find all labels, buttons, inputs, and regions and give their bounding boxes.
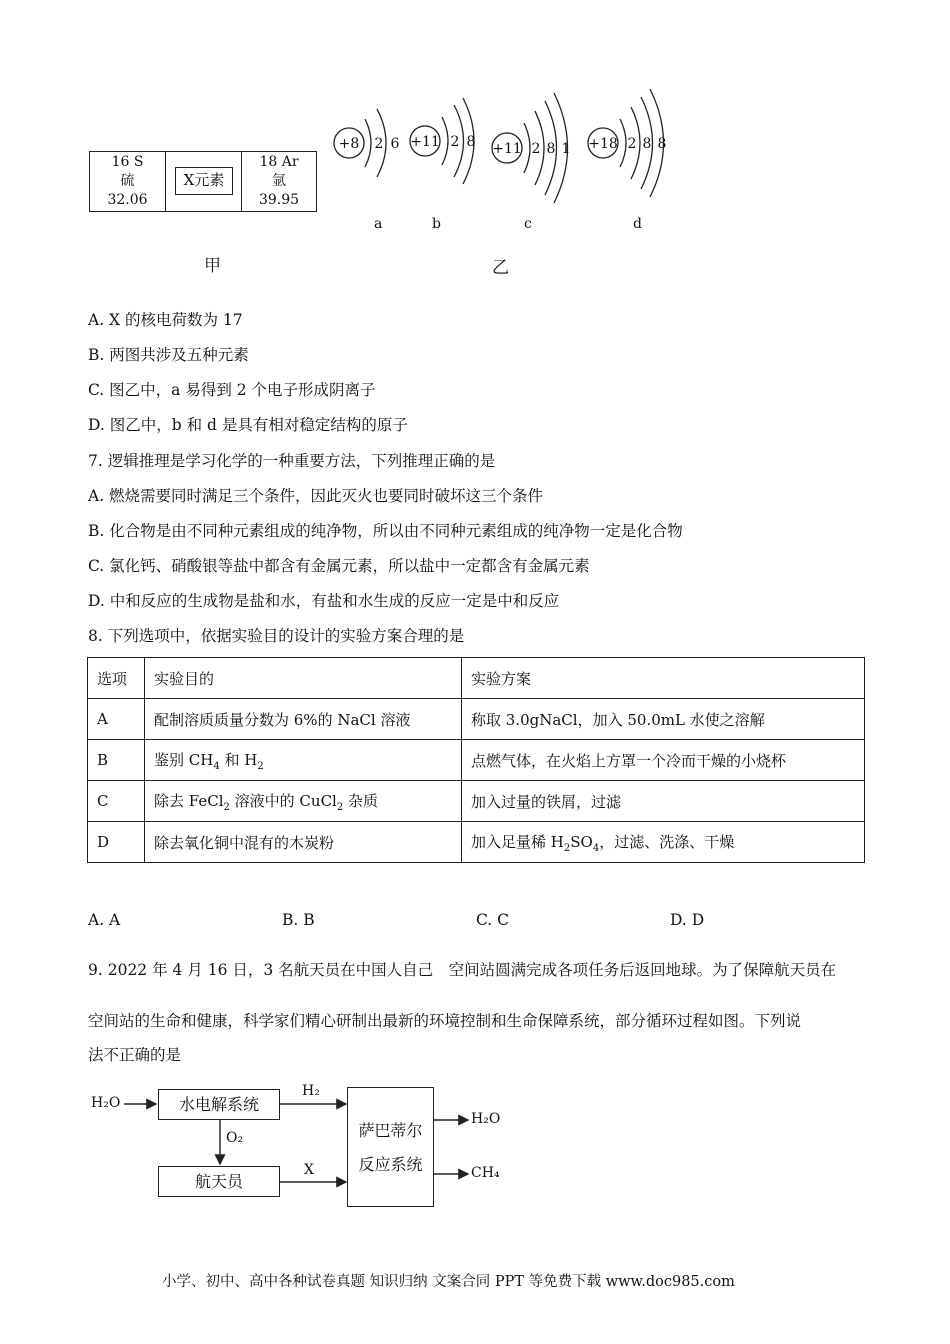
table-header-row: [88, 658, 865, 699]
q9-line-1: 9. 2022 年 4 月 16 日，3 名航天员在中国人自己 空间站圆满完成各项任务后返回地球。为了保障航天员在: [88, 961, 837, 979]
row-a-option: A: [88, 699, 145, 740]
q7-option-d: D. 中和反应的生成物是盐和水，有盐和水生成的反应一定是中和反应: [88, 592, 560, 610]
sabatier-line-1: 萨巴蒂尔: [358, 1121, 423, 1140]
q6-option-a: A. X 的核电荷数为 17: [88, 311, 243, 329]
row-b-goal: 鉴别 $CH_4$ 和 $H_2$: [145, 740, 462, 781]
hydrogen-label: H₂: [302, 1083, 320, 1099]
astronaut-box: 航天员: [158, 1166, 280, 1197]
q8-answer-b: B. B: [282, 911, 315, 929]
q8-answer-a: A. A: [88, 911, 121, 929]
argon-name: 氩: [272, 173, 286, 189]
q8-answer-c: C. C: [476, 911, 510, 929]
figure-jia-caption: 甲: [204, 256, 221, 276]
x-element-label: X元素: [175, 167, 233, 195]
atom-a-nucleus: +8: [338, 136, 360, 152]
atom-a-shell-1: 2: [374, 136, 384, 152]
page-footer: 小学、初中、高中各种试卷真题 知识归纳 文案合同 PPT 等免费下载 www.doc985.com: [162, 1274, 735, 1290]
row-b-plan: 点燃气体，在火焰上方罩一个冷而干燥的小烧杯: [462, 740, 865, 781]
sulfur-name: 硫: [120, 173, 135, 189]
header-goal: 实验目的: [145, 658, 462, 699]
atom-b-shell-1: 2: [450, 134, 460, 150]
q8-table: [87, 657, 865, 863]
row-d-option: D: [88, 822, 145, 863]
argon-number-symbol: 18 Ar: [259, 154, 299, 170]
q7-option-a: A. 燃烧需要同时满足三个条件，因此灭火也要同时破坏这三个条件: [88, 487, 544, 505]
q7-stem: 7. 逻辑推理是学习化学的一种重要方法，下列推理正确的是: [88, 452, 496, 470]
figure-yi-caption: 乙: [492, 258, 509, 278]
output-water-label: H₂O: [471, 1111, 501, 1127]
x-label: X: [304, 1162, 314, 1178]
element-cell-argon: [242, 152, 316, 211]
electrolysis-system-box: 水电解系统: [158, 1089, 280, 1120]
row-c-plan: 加入过量的铁屑，过滤: [462, 781, 865, 822]
periodic-table-fragment: [89, 151, 317, 212]
table-row: [88, 699, 865, 740]
table-row: [88, 781, 865, 822]
atom-d-shell-1: 2: [627, 136, 637, 152]
q8-answer-d: D. D: [670, 911, 705, 929]
input-water-label: H₂O: [91, 1095, 121, 1111]
atom-a-shell-2: 6: [390, 136, 400, 152]
row-d-plan: 加入足量稀 $H_2SO_4$，过滤、洗涤、干燥: [462, 822, 865, 863]
atom-c-shell-1: 2: [531, 141, 541, 157]
row-b-option: B: [88, 740, 145, 781]
element-cell-sulfur: [90, 152, 166, 211]
atom-c-shell-3: 1: [561, 141, 571, 157]
output-methane-label: CH₄: [471, 1165, 500, 1181]
atom-c-shell-2: 8: [546, 141, 556, 157]
sabatier-line-2: 反应系统: [358, 1155, 423, 1174]
sulfur-mass: 32.06: [107, 192, 148, 208]
atom-b-label: b: [432, 216, 441, 232]
atom-b-nucleus: +11: [410, 134, 440, 150]
sulfur-number-symbol: 16 S: [111, 154, 144, 170]
atom-c-label: c: [524, 216, 532, 232]
header-option: 选项: [88, 658, 145, 699]
atom-d-label: d: [633, 216, 642, 232]
atom-a-label: a: [374, 216, 383, 232]
atom-structure-diagrams: [325, 85, 685, 210]
oxygen-label: O₂: [226, 1130, 244, 1146]
row-d-goal: 除去氧化铜中混有的木炭粉: [145, 822, 462, 863]
row-c-option: C: [88, 781, 145, 822]
atom-d-shell-3: 8: [657, 136, 667, 152]
q9-line-3: 法不正确的是: [88, 1046, 182, 1064]
q6-option-b: B. 两图共涉及五种元素: [88, 346, 249, 364]
q7-option-c: C. 氯化钙、硝酸银等盐中都含有金属元素，所以盐中一定都含有金属元素: [88, 557, 590, 575]
row-a-plan: 称取 3.0gNaCl，加入 50.0mL 水使之溶解: [462, 699, 865, 740]
q9-line-2: 空间站的生命和健康，科学家们精心研制出最新的环境控制和生命保障系统，部分循环过程如图。下列说: [88, 1012, 802, 1030]
atom-d-nucleus: +18: [588, 136, 618, 152]
atom-b-shell-2: 8: [466, 134, 476, 150]
row-c-goal: 除去 FeCl$_2$ 溶液中的 CuCl$_2$ 杂质: [145, 781, 462, 822]
row-a-goal: 配制溶质质量分数为 6%的 NaCl 溶液: [145, 699, 462, 740]
table-row: [88, 822, 865, 863]
element-cell-x: [166, 152, 242, 211]
table-row: [88, 740, 865, 781]
atom-d-shell-2: 8: [642, 136, 652, 152]
sabatier-reaction-system-box: [347, 1087, 434, 1207]
argon-mass: 39.95: [258, 192, 300, 208]
q7-option-b: B. 化合物是由不同种元素组成的纯净物，所以由不同种元素组成的纯净物一定是化合物: [88, 522, 683, 540]
q6-option-c: C. 图乙中，a 易得到 2 个电子形成阴离子: [88, 381, 376, 399]
flow-diagram-arrows: [80, 1080, 520, 1215]
q6-option-d: D. 图乙中，b 和 d 是具有相对稳定结构的原子: [88, 416, 408, 434]
q8-stem: 8. 下列选项中，依据实验目的设计的实验方案合理的是: [88, 627, 465, 645]
header-plan: 实验方案: [462, 658, 865, 699]
atom-c-nucleus: +11: [492, 141, 522, 157]
